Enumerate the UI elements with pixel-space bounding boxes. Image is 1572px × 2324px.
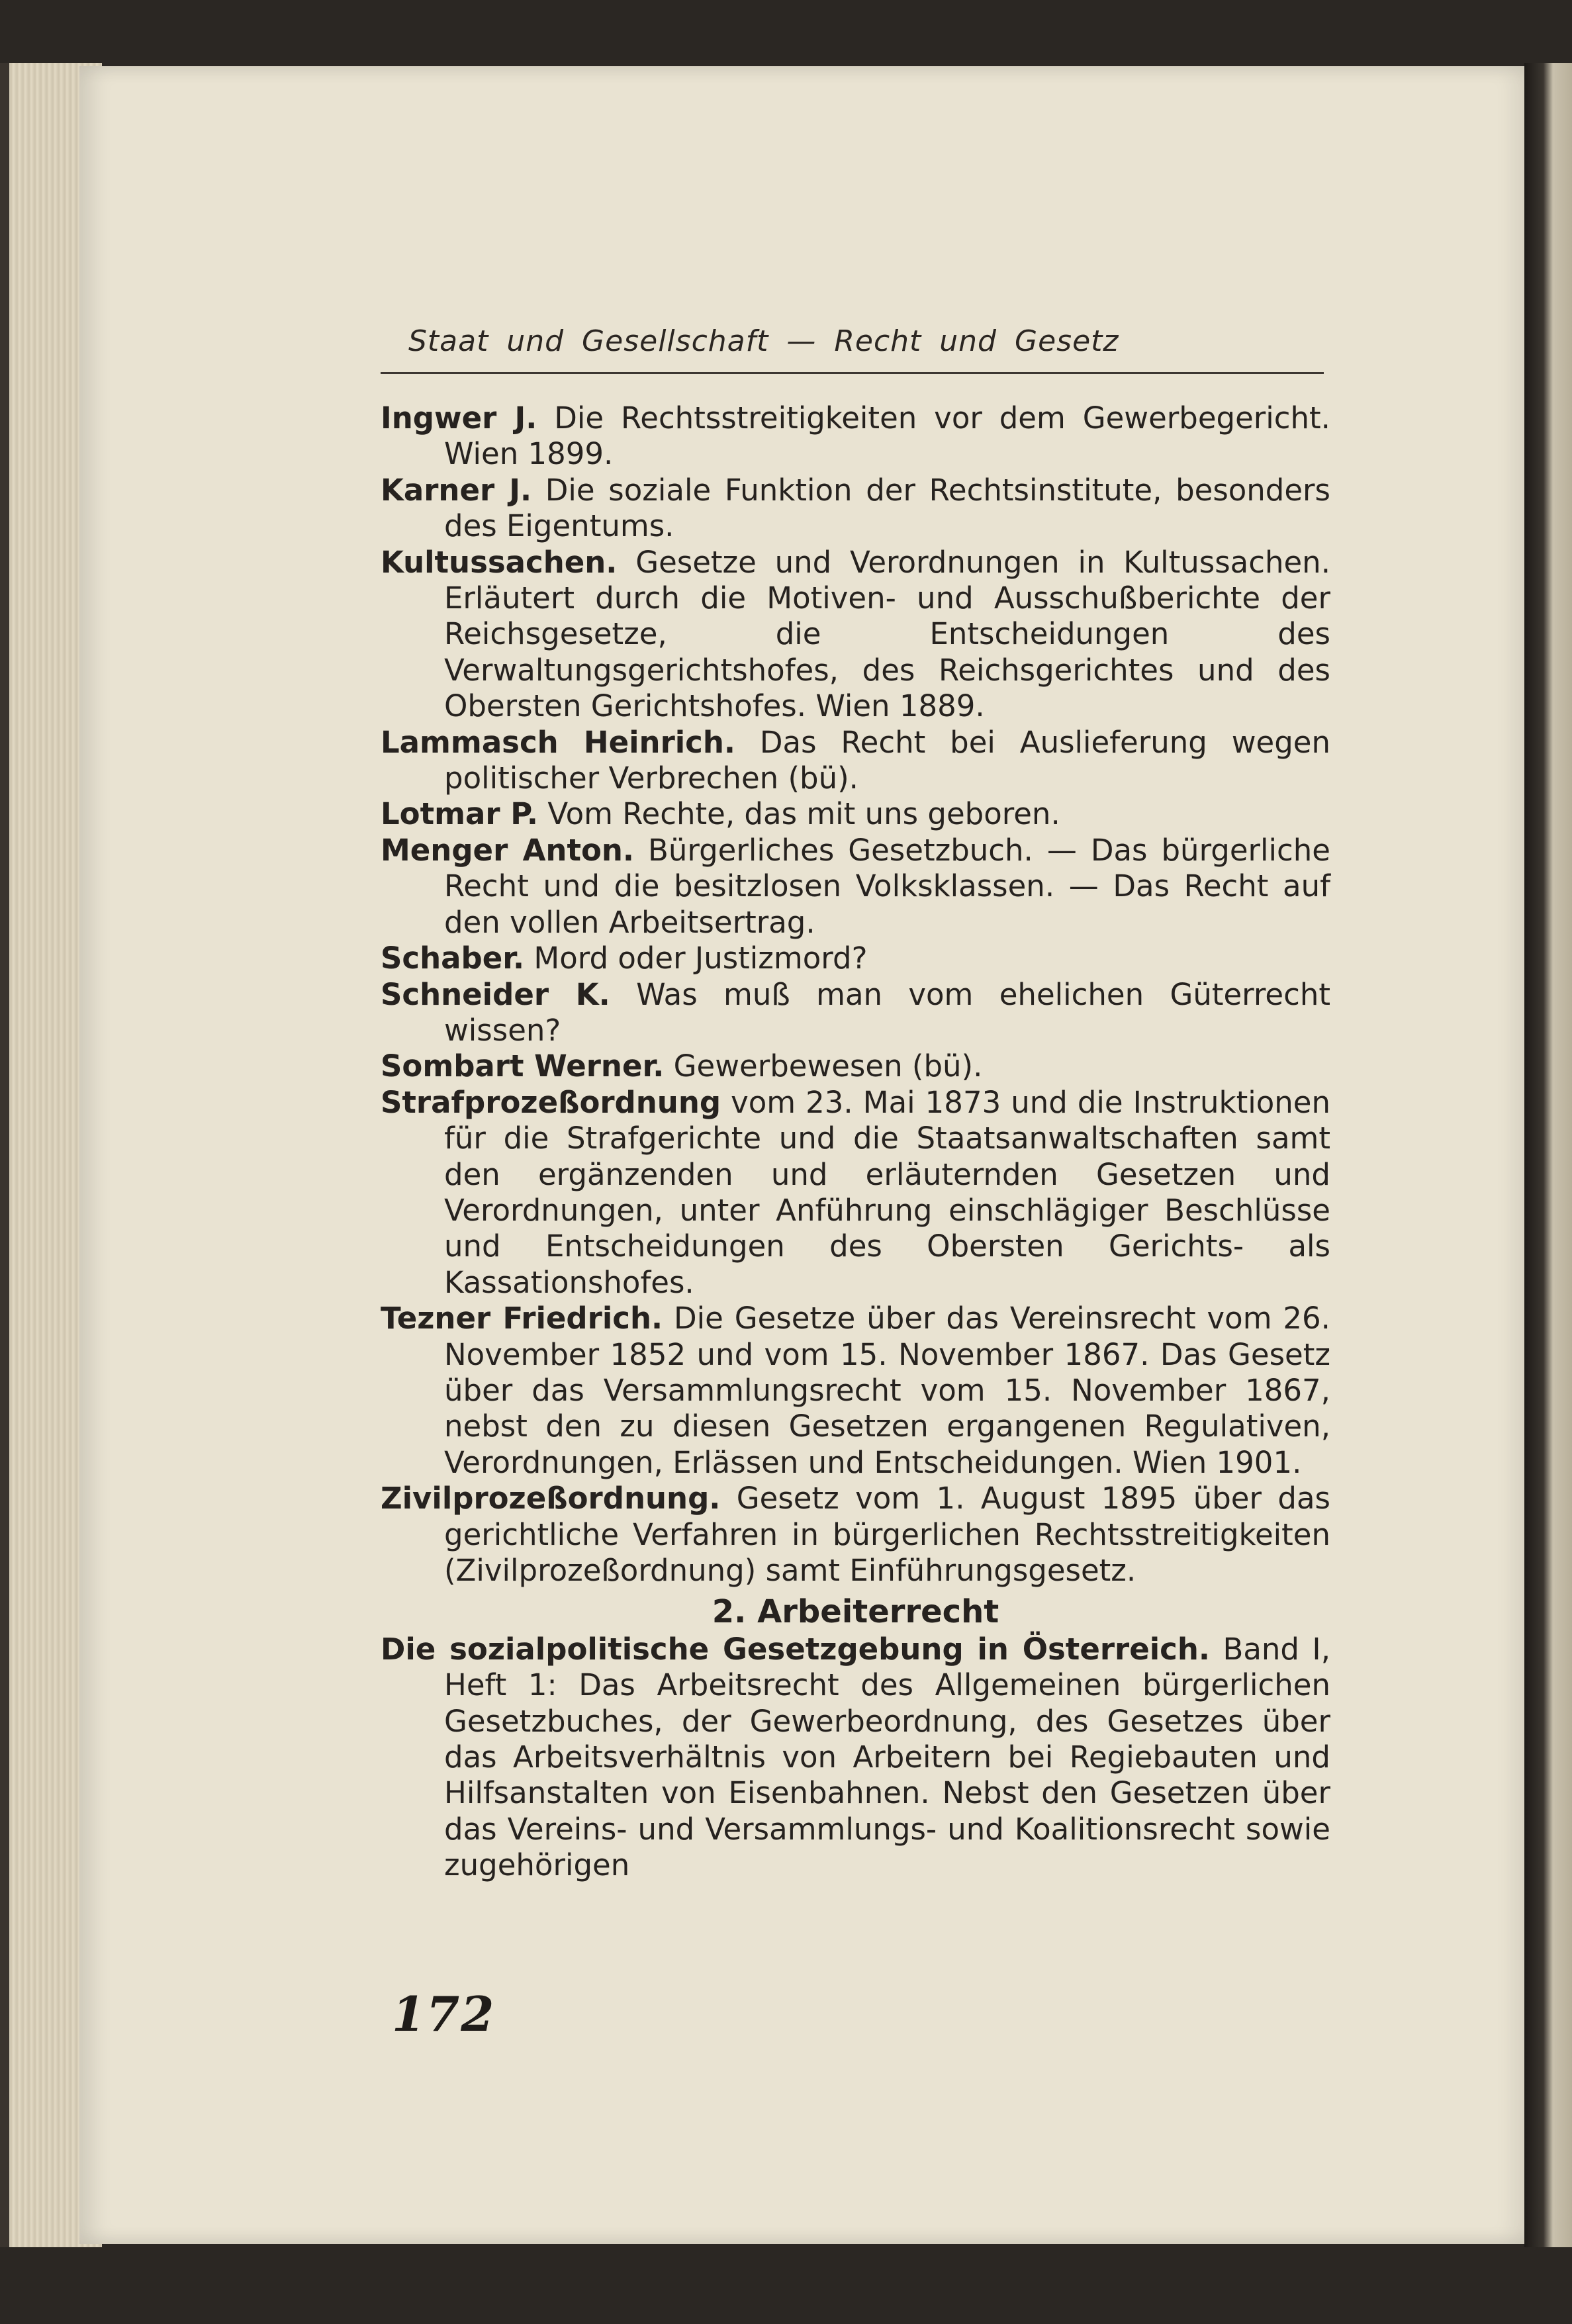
entry bbox=[381, 1048, 1330, 1084]
entry bbox=[381, 977, 1330, 1049]
entry-lemma: Menger Anton. bbox=[381, 832, 635, 868]
entry bbox=[381, 1085, 1330, 1301]
section-title: 2. Arbeiterrecht bbox=[712, 1593, 999, 1631]
entry-text: Die Gesetze über das Vereinsrecht vom 26. November 1852 und vom 15. November 1867. Das Gesetz über das Versammlungsrecht vom 15. November 1867, nebst den zu diesen Gesetzen ergangenen Regulativen, Verordnungen, Erlässen und Entscheidungen. Wien 1901. bbox=[444, 1301, 1330, 1480]
running-head: Staat und Gesellschaft — Recht und Gesetz bbox=[408, 324, 1119, 358]
entry bbox=[381, 725, 1330, 797]
entry-lemma: Tezner Friedrich. bbox=[381, 1301, 663, 1336]
entry-text: Das Recht bei Auslieferung wegen politischer Verbrechen (bü). bbox=[444, 724, 1330, 796]
entry bbox=[381, 1632, 1330, 1884]
entry-lemma: Die sozialpolitische Gesetzgebung in Österreich. bbox=[381, 1631, 1210, 1667]
entry bbox=[381, 1481, 1330, 1589]
bibliography-text bbox=[381, 400, 1330, 1884]
entry-text: Band I, Heft 1: Das Arbeitsrecht des Allgemeinen bürgerlichen Gesetzbuches, der Gewerbeordnung, des Gesetzes über das Arbeitsverhältnis von Arbeitern bei Regiebauten und Hilfsanstalten von Eisenbahnen. Nebst den Gesetzen über das Vereins- und Versammlungs- und Koalitionsrecht sowie zugehörigen bbox=[444, 1631, 1331, 1883]
entry-lemma: Strafprozeßordnung bbox=[381, 1084, 721, 1120]
entry-lemma: Lotmar P. bbox=[381, 796, 539, 832]
entry-lemma: Schaber. bbox=[381, 941, 525, 976]
entry-lemma: Karner J. bbox=[381, 472, 532, 508]
entry bbox=[381, 833, 1330, 941]
header-rule bbox=[381, 372, 1324, 374]
entry-lemma: Zivilprozeßordnung. bbox=[381, 1481, 721, 1516]
entry-text: Bürgerliches Gesetzbuch. — Das bürgerliche Recht und die besitzlosen Volksklassen. — Das Recht auf den vollen Arbeitsertrag. bbox=[444, 832, 1330, 940]
entry-lemma: Ingwer J. bbox=[381, 400, 537, 436]
entry bbox=[381, 545, 1330, 725]
entry bbox=[381, 941, 1330, 976]
entry-text: vom 23. Mai 1873 und die Instruktionen für die Strafgerichte und die Staatsanwaltschaften samt den ergänzenden und erläuternden Gesetzen und Verordnungen, unter Anführung einschlägiger Beschlüsse und Entscheidungen des Obersten Gerichts- als Kassationshofes. bbox=[444, 1084, 1330, 1300]
entry-text: Was muß man vom ehelichen Güterrecht wissen? bbox=[444, 976, 1330, 1048]
entry-text: Mord oder Justizmord? bbox=[524, 941, 868, 976]
entry bbox=[381, 1301, 1330, 1481]
entry-lemma: Sombart Werner. bbox=[381, 1048, 665, 1084]
entry bbox=[381, 400, 1330, 473]
next-page-edge bbox=[1524, 63, 1572, 2247]
entry-lemma: Kultussachen. bbox=[381, 544, 618, 580]
entry-lemma: Lammasch Heinrich. bbox=[381, 724, 735, 760]
entry-text: Vom Rechte, das mit uns geboren. bbox=[538, 796, 1060, 832]
entry-lemma: Schneider K. bbox=[381, 976, 610, 1012]
page-number: 172 bbox=[392, 1986, 496, 2042]
entry-text: Gesetze und Verordnungen in Kultussachen. Erläutert durch die Motiven- und Ausschußberichte der Reichsgesetze, die Entscheidungen des Verwaltungsgerichtshofes, des Reichsgerichtes und des Obersten Gerichtshofes. Wien 1889. bbox=[444, 544, 1330, 724]
entry bbox=[381, 796, 1330, 832]
entry bbox=[381, 473, 1330, 545]
entry-text: Gewerbewesen (bü). bbox=[664, 1048, 983, 1084]
entry-text: Die Rechtsstreitigkeiten vor dem Gewerbegericht. Wien 1899. bbox=[444, 400, 1330, 472]
entry-text: Gesetz vom 1. August 1895 über das gerichtliche Verfahren in bürgerlichen Rechtsstreitigkeiten (Zivilprozeßordnung) samt Einführungsgesetz. bbox=[444, 1481, 1330, 1588]
entry-text: Die soziale Funktion der Rechtsinstitute, besonders des Eigentums. bbox=[444, 472, 1331, 544]
